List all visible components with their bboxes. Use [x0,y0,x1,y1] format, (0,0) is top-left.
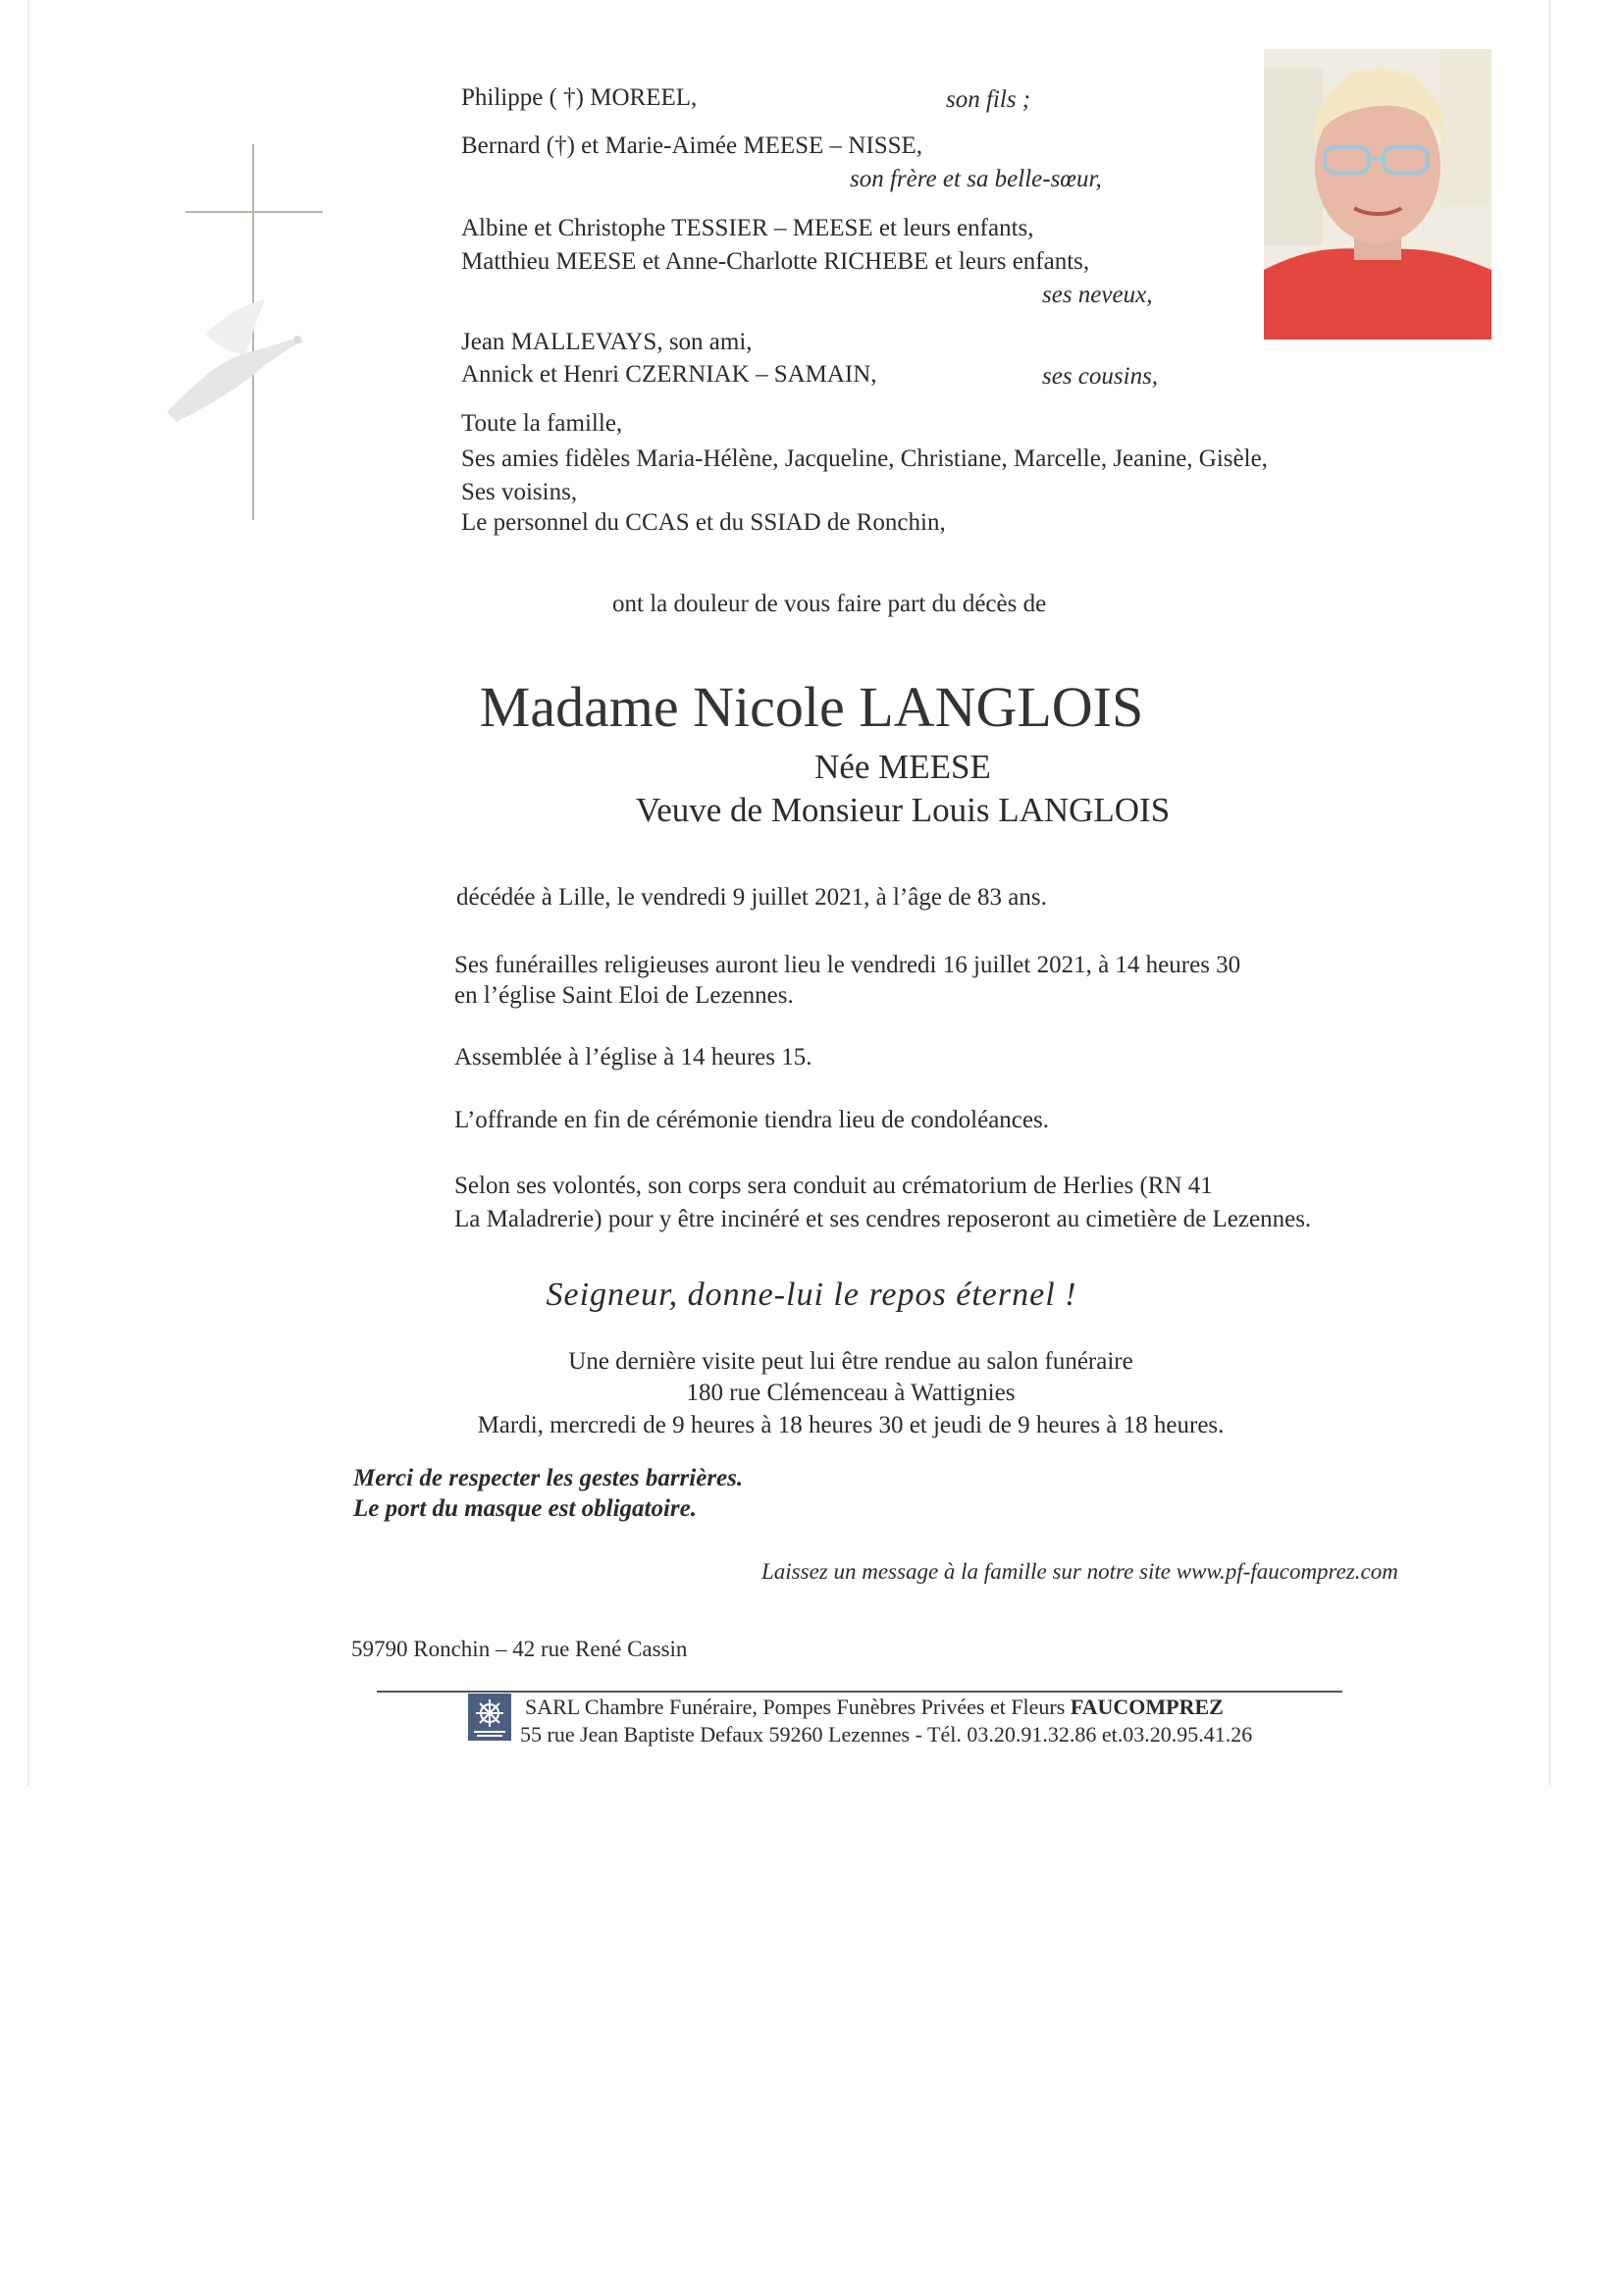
cremation-line-2: La Maladrerie) pour y être incinéré et ses cendres reposeront au cimetière de Lezennes. [454,1206,1312,1232]
company-contact: 55 rue Jean Baptiste Defaux 59260 Lezennes - Tél. 03.20.91.32.86 et.03.20.95.41.26 [520,1722,1253,1747]
address-line: 59790 Ronchin – 42 rue René Cassin [351,1637,688,1661]
family-line-tessier: Albine et Christophe TESSIER – MEESE et leurs enfants, [461,215,1034,241]
family-line-voisins: Ses voisins, [461,479,578,505]
family-line-frere: Bernard (†) et Marie-Aimée MEESE – NISSE, [461,132,923,159]
relation-son-fils: son fils ; [946,86,1031,113]
announcement-text: ont la douleur de vous faire part du décès de [612,591,1047,617]
funeral-home-logo [468,1694,511,1741]
relation-cousins: ses cousins, [1042,363,1159,390]
offering-line: L’offrande en fin de cérémonie tiendra lieu de condoléances. [454,1107,1049,1133]
website-message: Laissez un message à la famille sur notre site www.pf-faucomprez.com [761,1559,1398,1584]
assembly-line: Assemblée à l’église à 14 heures 15. [454,1044,812,1070]
deceased-maiden-name: Née MEESE [814,748,991,786]
cross-horizontal-bar [185,211,323,213]
family-line-amies: Ses amies fidèles Maria-Hélène, Jacqueline, Christiane, Marcelle, Jeanine, Gisèle, [461,445,1268,472]
family-line-czerniak: Annick et Henri CZERNIAK – SAMAIN, [461,361,877,388]
visit-line-2: 180 rue Clémenceau à Wattignies [686,1380,1016,1406]
company-line [525,1695,1224,1720]
family-line-richebe: Matthieu MEESE et Anne-Charlotte RICHEBE et leurs enfants, [461,248,1090,275]
notice-line-2: Le port du masque est obligatoire. [353,1495,697,1522]
visit-line-3: Mardi, mercredi de 9 heures à 18 heures 30 et jeudi de 9 heures à 18 heures. [477,1412,1225,1438]
dove-icon [157,294,314,432]
company-prefix: SARL Chambre Funéraire, Pompes Funèbres Privées et Fleurs [525,1695,1066,1719]
deceased-name: Madame Nicole LANGLOIS [479,675,1144,739]
family-line-famille: Toute la famille, [461,410,623,437]
notice-line-1: Merci de respecter les gestes barrières. [353,1465,744,1491]
deceased-widow-of: Veuve de Monsieur Louis LANGLOIS [635,791,1171,829]
company-name: FAUCOMPREZ [1070,1695,1224,1719]
death-details: décédée à Lille, le vendredi 9 juillet 2021, à l’âge de 83 ans. [456,884,1047,911]
funeral-line-1: Ses funérailles religieuses auront lieu le vendredi 16 juillet 2021, à 14 heures 30 [454,952,1241,978]
prayer-line: Seigneur, donne-lui le repos éternel ! [546,1277,1077,1313]
family-line-mallevays: Jean MALLEVAYS, son ami, [461,329,753,355]
family-line-personnel: Le personnel du CCAS et du SSIAD de Ronchin, [461,509,946,536]
page-edge-left [27,0,29,1786]
cremation-line-1: Selon ses volontés, son corps sera conduit au crématorium de Herlies (RN 41 [454,1173,1213,1199]
visit-line-1: Une dernière visite peut lui être rendue au salon funéraire [568,1348,1133,1375]
family-line-fils: Philippe ( †) MOREEL, [461,84,698,111]
portrait-photo [1264,49,1492,339]
funeral-line-2: en l’église Saint Eloi de Lezennes. [454,982,794,1009]
page-edge-right [1548,0,1550,1786]
relation-frere-belle-soeur: son frère et sa belle-sœur, [850,166,1102,192]
relation-neveux: ses neveux, [1042,282,1153,308]
footer-rule [377,1691,1342,1693]
